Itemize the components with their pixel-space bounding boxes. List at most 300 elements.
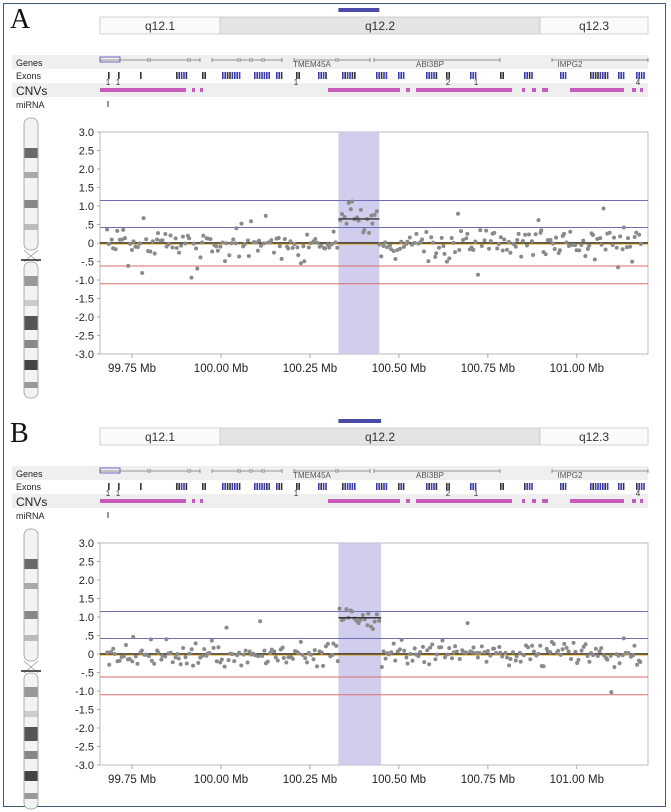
exon-mark: [298, 72, 300, 79]
data-point: [565, 646, 569, 650]
chromosome-band: [25, 611, 38, 619]
data-point: [562, 232, 566, 236]
exon-mark: [202, 483, 204, 490]
data-point: [611, 243, 615, 247]
data-point: [382, 244, 386, 248]
data-point: [195, 267, 199, 271]
data-point: [518, 651, 522, 655]
data-point: [379, 254, 383, 258]
panel-label: A: [10, 4, 31, 35]
data-point: [583, 254, 587, 258]
data-point: [208, 651, 212, 655]
chromosome-band: [25, 340, 38, 348]
data-point: [517, 232, 521, 236]
data-point: [548, 650, 552, 654]
data-point: [453, 250, 457, 254]
data-point: [223, 665, 227, 669]
data-point: [243, 242, 247, 246]
chromosome-band: [25, 382, 38, 388]
data-point: [371, 627, 375, 631]
data-point: [450, 236, 454, 240]
exon-mark: [433, 483, 435, 490]
data-point: [264, 214, 268, 218]
data-point: [344, 607, 348, 611]
exon-mark: [352, 72, 354, 79]
data-point: [362, 228, 366, 232]
data-point: [587, 660, 591, 664]
exon-mark: [298, 483, 300, 490]
data-point: [118, 659, 122, 663]
data-point: [612, 665, 616, 669]
data-point: [282, 656, 286, 660]
data-point: [452, 241, 456, 245]
exon-mark: [381, 483, 383, 490]
exon-mark: [347, 483, 349, 490]
data-point: [345, 222, 349, 226]
exon-mark: [229, 483, 231, 490]
y-tick-label: -3.0: [75, 349, 94, 361]
data-point: [420, 237, 424, 241]
exon-mark: [623, 72, 625, 79]
y-tick-label: 2.5: [78, 556, 94, 569]
data-point: [115, 229, 119, 233]
data-point: [456, 212, 460, 216]
data-point: [187, 652, 191, 656]
data-point: [269, 238, 273, 242]
exon-mark: [641, 483, 643, 490]
exon-number: 1: [473, 489, 479, 498]
exon-mark: [641, 72, 643, 79]
data-point: [567, 244, 571, 248]
exon-mark: [602, 483, 604, 490]
data-point: [551, 242, 555, 246]
y-tick-label: -3.0: [75, 760, 94, 772]
data-point: [136, 245, 140, 249]
data-point: [519, 660, 523, 664]
data-point: [576, 658, 580, 662]
data-point: [539, 228, 543, 232]
data-point: [272, 251, 276, 255]
data-point: [258, 619, 262, 623]
data-point: [276, 659, 280, 663]
chromosome-band: [25, 200, 38, 208]
exon-mark: [378, 483, 380, 490]
y-tick-label: 2.0: [78, 575, 94, 587]
exon-mark: [318, 72, 320, 79]
cnv-segment: [522, 88, 525, 92]
data-point: [402, 649, 406, 653]
cnv-segment: [632, 499, 636, 503]
data-point: [152, 662, 156, 666]
data-point: [530, 644, 534, 648]
exon-mark: [600, 72, 602, 79]
data-point: [471, 248, 475, 252]
data-point: [246, 239, 250, 243]
data-point: [621, 247, 625, 251]
exon-mark: [381, 72, 383, 79]
data-point: [608, 231, 612, 235]
data-point: [292, 242, 296, 246]
gene-name: IMPG2: [557, 471, 583, 480]
data-point: [367, 231, 371, 235]
chromosome-band: [25, 711, 38, 717]
exon-mark: [318, 483, 320, 490]
data-point: [514, 245, 518, 249]
exon-mark: [398, 72, 400, 79]
data-point: [140, 649, 144, 653]
data-point: [175, 246, 179, 250]
exon-mark: [264, 483, 266, 490]
data-point: [389, 650, 393, 654]
exon-mark: [234, 483, 236, 490]
x-tick-label: 100.00 Mb: [193, 774, 249, 786]
panel-a-graphic: [0, 0, 671, 400]
data-point: [428, 646, 432, 650]
data-point: [323, 247, 327, 251]
y-tick-label: 1.0: [78, 612, 94, 624]
cnv-segment: [406, 499, 410, 503]
exon-mark: [140, 483, 142, 490]
exon-mark: [276, 72, 278, 79]
exon-mark: [436, 72, 438, 79]
data-point: [291, 657, 295, 661]
data-point: [215, 659, 219, 663]
data-point: [599, 646, 603, 650]
data-point: [594, 647, 598, 651]
exon-mark: [565, 72, 567, 79]
data-point: [227, 253, 231, 257]
cnv-segment: [200, 499, 203, 503]
data-point: [160, 238, 164, 242]
data-point: [567, 649, 571, 653]
data-point: [144, 237, 148, 241]
exon-mark: [222, 72, 224, 79]
data-point: [525, 243, 529, 247]
y-tick-label: -2.0: [75, 312, 94, 324]
data-point: [113, 652, 117, 656]
data-point: [422, 250, 426, 254]
x-tick-label: 99.75 Mb: [108, 363, 157, 375]
data-point: [573, 650, 577, 654]
data-point: [278, 244, 282, 248]
data-point: [434, 251, 438, 255]
data-point: [561, 647, 565, 651]
cnv-segment: [632, 88, 636, 92]
data-point: [421, 645, 425, 649]
data-point: [201, 234, 205, 238]
exon-mark: [259, 483, 261, 490]
data-point: [408, 652, 412, 656]
data-point: [327, 246, 331, 250]
data-point: [163, 654, 167, 658]
data-point: [480, 244, 484, 248]
data-point: [433, 255, 437, 259]
exon-mark: [560, 483, 562, 490]
data-point: [632, 644, 636, 648]
data-point: [107, 242, 111, 246]
data-point: [393, 659, 397, 663]
data-point: [272, 650, 276, 654]
cnv-segment: [192, 499, 195, 503]
cnv-segment: [200, 88, 203, 92]
data-point: [426, 259, 430, 263]
data-point: [307, 246, 311, 250]
exon-mark: [590, 483, 592, 490]
exon-mark: [323, 72, 325, 79]
data-point: [577, 248, 581, 252]
exon-mark: [428, 72, 430, 79]
data-point: [628, 245, 632, 249]
exon-mark: [232, 72, 234, 79]
data-point: [580, 649, 584, 653]
data-point: [260, 654, 264, 658]
data-point: [284, 660, 288, 664]
data-point: [572, 641, 576, 645]
exon-mark: [470, 483, 472, 490]
data-point: [482, 650, 486, 654]
exon-mark: [470, 72, 472, 79]
chromosome-band: [25, 771, 38, 781]
data-point: [406, 662, 410, 666]
cnv-segment: [100, 88, 186, 92]
data-point: [198, 255, 202, 259]
data-point: [358, 618, 362, 622]
data-point: [556, 649, 560, 653]
data-point: [508, 657, 512, 661]
exon-mark: [597, 72, 599, 79]
data-point: [194, 247, 198, 251]
exon-mark: [254, 72, 256, 79]
data-point: [565, 241, 569, 245]
data-point: [229, 241, 233, 245]
exon-number: 4: [635, 489, 641, 498]
exon-mark: [224, 72, 226, 79]
data-point: [442, 252, 446, 256]
data-point: [527, 233, 531, 237]
exon-mark: [347, 72, 349, 79]
data-point: [107, 663, 111, 667]
data-point: [476, 273, 480, 277]
data-point: [192, 242, 196, 246]
exon-mark: [349, 483, 351, 490]
data-point: [142, 216, 146, 220]
gene-name: IMPG2: [557, 60, 583, 69]
exon-mark: [276, 483, 278, 490]
data-point: [483, 238, 487, 242]
exon-mark: [268, 72, 270, 79]
exon-mark: [178, 72, 180, 79]
data-point: [617, 654, 621, 658]
data-point: [487, 247, 491, 251]
data-point: [532, 650, 536, 654]
exon-mark: [426, 483, 428, 490]
data-point: [212, 646, 216, 650]
data-point: [216, 249, 220, 253]
exon-mark: [376, 483, 378, 490]
data-point: [450, 656, 454, 660]
data-point: [171, 660, 175, 664]
data-point: [291, 246, 295, 250]
exon-mark: [403, 483, 405, 490]
data-point: [375, 209, 379, 213]
data-point: [388, 243, 392, 247]
chromosome-band: [25, 727, 38, 741]
data-point: [398, 247, 402, 251]
data-point: [470, 650, 474, 654]
data-point: [404, 656, 408, 660]
exon-mark: [531, 483, 533, 490]
data-point: [230, 652, 234, 656]
exon-mark: [643, 483, 645, 490]
data-point: [399, 240, 403, 244]
data-point: [256, 249, 260, 253]
exon-mark: [383, 483, 385, 490]
exon-mark: [433, 72, 435, 79]
data-point: [227, 658, 231, 662]
data-point: [190, 647, 194, 651]
exon-mark: [620, 72, 622, 79]
x-tick-label: 99.75 Mb: [108, 774, 157, 786]
cnv-segment: [192, 88, 195, 92]
exon-mark: [176, 483, 178, 490]
data-point: [208, 237, 212, 241]
data-point: [170, 246, 174, 250]
data-point: [334, 240, 338, 244]
data-point: [538, 644, 542, 648]
data-point: [380, 665, 384, 669]
data-point: [612, 236, 616, 240]
data-point: [495, 247, 499, 251]
data-point: [400, 638, 404, 642]
data-point: [514, 659, 518, 663]
data-point: [221, 241, 225, 245]
y-tick-label: 3.0: [78, 538, 94, 550]
x-tick-label: 100.25 Mb: [282, 774, 338, 786]
exon-mark: [344, 72, 346, 79]
cnv-segment: [406, 88, 410, 92]
exons-track-label: Exons: [16, 71, 42, 81]
data-point: [435, 653, 439, 657]
exon-number: 1: [293, 489, 299, 498]
data-point: [121, 228, 125, 232]
exon-mark: [204, 483, 206, 490]
exon-mark: [502, 72, 504, 79]
exon-mark: [560, 72, 562, 79]
data-point: [441, 244, 445, 248]
data-point: [476, 655, 480, 659]
chromosome-band: [25, 751, 38, 759]
data-point: [138, 242, 142, 246]
exon-mark: [261, 483, 263, 490]
exon-mark: [236, 72, 238, 79]
data-point: [507, 240, 511, 244]
exon-mark: [320, 72, 322, 79]
exon-mark: [620, 483, 622, 490]
exon-mark: [176, 72, 178, 79]
x-tick-label: 100.25 Mb: [282, 363, 338, 375]
genes-track-label: Genes: [16, 469, 43, 479]
data-point: [413, 646, 417, 650]
exon-mark: [236, 483, 238, 490]
data-point: [110, 238, 114, 242]
data-point: [500, 654, 504, 658]
data-point: [305, 233, 309, 237]
y-tick-label: -2.0: [75, 723, 94, 735]
data-point: [511, 650, 515, 654]
data-point: [218, 245, 222, 249]
data-point: [309, 653, 313, 657]
y-tick-label: .5: [84, 219, 94, 232]
data-point: [437, 246, 441, 250]
data-point: [508, 251, 512, 255]
data-point: [359, 208, 363, 212]
exon-mark: [602, 72, 604, 79]
data-point: [465, 232, 469, 236]
data-point: [148, 250, 152, 254]
data-point: [164, 637, 168, 641]
data-point: [515, 238, 519, 242]
exon-mark: [325, 72, 327, 79]
data-point: [281, 646, 285, 650]
data-point: [411, 659, 415, 663]
exon-number: 4: [635, 78, 641, 87]
data-point: [277, 236, 281, 240]
data-point: [530, 239, 534, 243]
exon-mark: [607, 483, 609, 490]
data-point: [604, 248, 608, 252]
data-point: [134, 654, 138, 658]
data-point: [155, 238, 159, 242]
exon-mark: [354, 483, 356, 490]
exon-mark: [186, 72, 188, 79]
data-point: [453, 644, 457, 648]
data-point: [501, 248, 505, 252]
exon-mark: [592, 483, 594, 490]
chromosome-band: [25, 316, 38, 330]
x-tick-label: 101.00 Mb: [549, 363, 605, 375]
data-point: [262, 241, 266, 245]
data-point: [109, 650, 113, 654]
data-point: [126, 264, 130, 268]
exon-mark: [524, 483, 526, 490]
band-label: q12.3: [578, 19, 610, 33]
data-point: [562, 642, 566, 646]
exon-mark: [500, 483, 502, 490]
data-point: [256, 654, 260, 658]
data-point: [464, 651, 468, 655]
data-point: [140, 271, 144, 275]
exon-number: 1: [115, 489, 121, 498]
data-point: [373, 213, 377, 217]
exon-mark: [349, 72, 351, 79]
y-tick-label: 1.5: [78, 593, 94, 606]
data-point: [568, 230, 572, 234]
data-point: [330, 653, 334, 657]
data-point: [439, 645, 443, 649]
data-point: [156, 231, 160, 235]
exon-mark: [500, 72, 502, 79]
data-point: [596, 654, 600, 658]
data-point: [159, 658, 163, 662]
exon-mark: [354, 72, 356, 79]
data-point: [573, 243, 577, 247]
exon-mark: [227, 483, 229, 490]
data-point: [301, 244, 305, 248]
exon-mark: [643, 72, 645, 79]
exon-mark: [431, 72, 433, 79]
exon-number: 1: [473, 78, 479, 87]
data-point: [581, 239, 585, 243]
